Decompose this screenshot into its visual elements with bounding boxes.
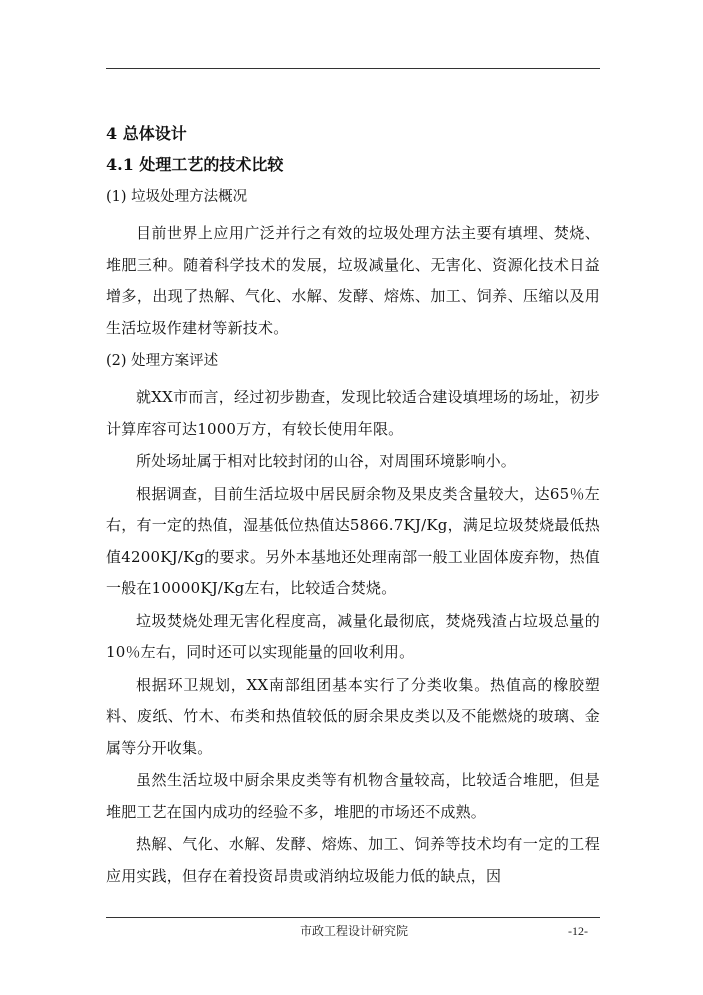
item2-paragraph: 热解、气化、水解、发酵、熔炼、加工、饲养等技术均有一定的工程应用实践，但存在着投资昂贵或消纳垃圾能力低的缺点，因 xyxy=(106,835,600,885)
page-number: -12- xyxy=(568,924,588,938)
item2-label: (2) 处理方案评述 xyxy=(106,353,219,369)
header-rule xyxy=(106,68,600,69)
item2-paragraph: 就XX市而言，经过初步勘查，发现比较适合建设填埋场的场址，初步计算库容可达1000万方，有较长使用年限。 xyxy=(106,388,600,438)
document-body xyxy=(106,118,600,893)
item2-paragraph: 虽然生活垃圾中厨余果皮类等有机物含量较高，比较适合堆肥，但是堆肥工艺在国内成功的经验不多，堆肥的市场还不成熟。 xyxy=(106,771,600,821)
item2-paragraph: 根据环卫规划，XX南部组团基本实行了分类收集。热值高的橡胶塑料、废纸、竹木、布类和热值较低的厨余果皮类以及不能燃烧的玻璃、金属等分开收集。 xyxy=(106,675,600,757)
section-heading: 4 总体设计 xyxy=(106,124,187,143)
subsection-heading: 4.1 处理工艺的技术比较 xyxy=(106,155,284,174)
item2-paragraph: 垃圾焚烧处理无害化程度高，减量化最彻底，焚烧残渣占垃圾总量的10％左右，同时还可以实现能量的回收利用。 xyxy=(106,611,600,661)
item1-paragraph: 目前世界上应用广泛并行之有效的垃圾处理方法主要有填埋、焚烧、堆肥三种。随着科学技术的发展，垃圾减量化、无害化、资源化技术日益增多，出现了热解、气化、水解、发酵、熔炼、加工、饲养、压缩以及用生活垃圾作建材等新技术。 xyxy=(106,224,600,337)
item2-paragraph: 根据调查，目前生活垃圾中居民厨余物及果皮类含量较大，达65％左右，有一定的热值，湿基低位热值达5866.7KJ/Kg，满足垃圾焚烧最低热值4200KJ/Kg的要求。另外本基地还处理南部一般工业固体废弃物，热值一般在10000KJ/Kg左右，比较适合焚烧。 xyxy=(106,484,600,597)
footer-organization: 市政工程设计研究院 xyxy=(300,924,409,938)
footer-rule xyxy=(106,917,600,918)
item2-paragraph: 所处场址属于相对比较封闭的山谷，对周围环境影响小。 xyxy=(136,452,517,470)
item1-label: (1) 垃圾处理方法概况 xyxy=(106,189,248,205)
